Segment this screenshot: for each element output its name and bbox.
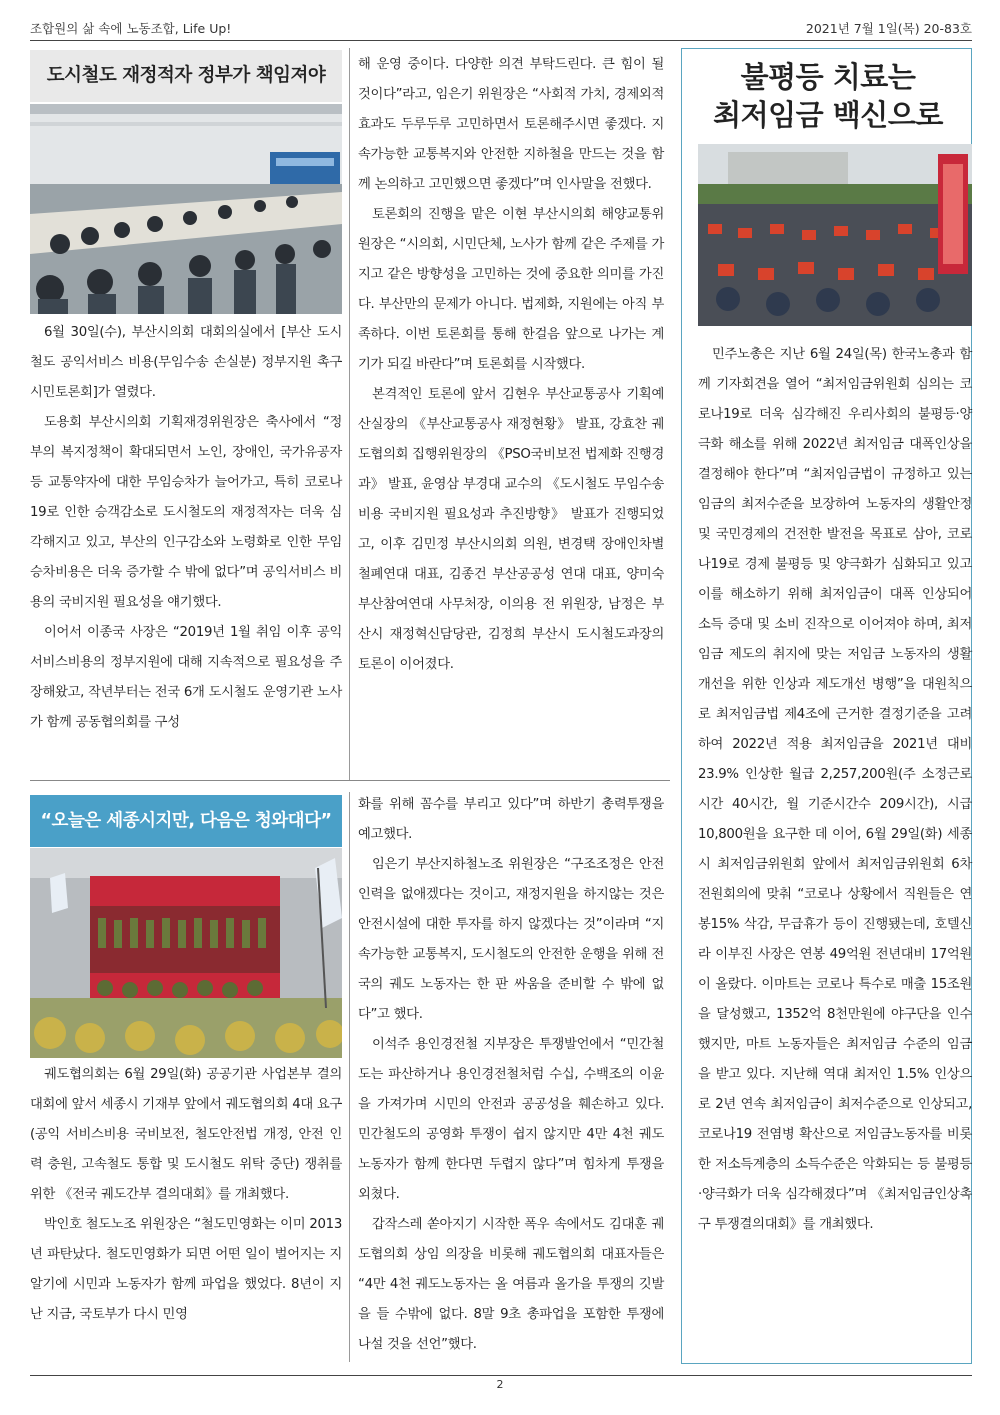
sidebar-photo [698, 144, 972, 326]
article1-col2 [358, 50, 664, 680]
article1-title: 도시철도 재정적자 정부가 책임져야 [30, 50, 342, 102]
header-rule [30, 40, 972, 41]
article1-paragraph: 도용회 부산시의회 기획재경위원장은 축사에서 “정부의 복지정책이 확대되면서 노인, 장애인, 국가유공자 등 교통약자에 대한 무임승차가 늘어가고, 특히 코로나 19로 인한 승객감소로 도시철도의 재정적자는 더욱 심각해지고 있고, 부산의 인구감소와 노령화로 인한 무임승차비용은 더욱 증가할 수 밖에 없다”며 공익서비스 비용의 국비지원 필요성을 얘기했다. [30, 415, 342, 610]
article2-col2 [358, 790, 664, 1360]
article1-paragraph: 이어서 이종국 사장은 “2019년 1월 취임 이후 공익서비스비용의 정부지원에 대해 지속적으로 필요성을 주장해왔고, 작년부터는 전국 6개 도시철도 운영기관 노사가 함께 공동협의회를 구성 [30, 625, 342, 730]
section-divider [30, 780, 670, 781]
article2-title: “오늘은 세종시지만, 다음은 청와대다” [30, 795, 342, 847]
article2-paragraph: 궤도협의회는 6월 29일(화) 공공기관 사업본부 결의대회에 앞서 세종시 기재부 앞에서 궤도협의회 4대 요구(공익 서비스비용 국비보전, 철도안전법 개정, 안전 인력 충원, 고속철도 통합 및 도시철도 위탁 중단) 쟁취를 위한 《전국 궤도간부 결의대회》를 개최했다. [30, 1067, 342, 1202]
sidebar-paragraph: 민주노총은 지난 6월 24일(목) 한국노총과 함께 기자회견을 열어 “최저임금위원회 심의는 코로나19로 더욱 심각해진 우리사회의 불평등·양극화 해소를 위해 2022년 최저임금 대폭인상을 결정해야 한다”며 “최저임금법이 규정하고 있는 임금의 최저수준을 보장하여 노동자의 생활안정 및 국민경제의 건전한 발전을 목표로 삼아, 코로나19로 경제 불평등 및 양극화가 심화되고 있고 이를 해소하기 위해 최저임금이 대폭 인상되어 소득 증대 및 소비 진작으로 이어져야 하며, 최저임금 제도의 취지에 맞는 저임금 노동자의 생활개선을 위한 인상과 제도개선 병행”을 대원칙으로 최저임금법 제4조에 근거한 결정기준을 고려하여 2022년 적용 최저임금을 2021년 대비 23.9% 인상한 월급 2,257,200원(주 소정근로시간 40시간, 월 기준시간수 209시간), 시급 10,800원을 요구한 데 이어, 6월 29일(화) 세종시 최저임금위원회 앞에서 최저임금위원회 6차 전원회의에 맞춰 “코로나 상황에서 직원들은 연봉15% 삭감, 무급휴가 등이 진행됐는데, 호텔신라 이부진 사장은 연봉 49억원 전년대비 17억원이 올랐다. 이마트는 코로나 특수로 매출 15조원을 달성했고, 1352억 8천만원에 야구단을 인수했지만, 마트 노동자들은 최저임금 수준의 임금을 받고 있다. 지난해 역대 최저인 1.5% 인상으로 2년 연속 최저임금이 최저수준으로 인상되고, 코로나19 전염병 확산으로 저임금노동자를 비롯한 저소득계층의 소득수준은 악화되는 등 불평등·양극화가 더욱 심각해졌다”며 《최저임금인상촉구 투쟁결의대회》를 개최했다. [698, 347, 972, 1232]
article2-col1 [30, 1060, 342, 1330]
page-header [30, 0, 972, 40]
column-divider [349, 792, 350, 1362]
article1-paragraph: 해 운영 중이다. 다양한 의견 부탁드린다. 큰 힘이 될 것이다”라고, 임은기 위원장은 “사회적 가치, 경제외적 효과도 두루두루 고민하면서 토론해주시면 좋겠다. 지속가능한 교통복지와 안전한 지하철을 만드는 것을 함께 논의하고 고민했으면 좋겠다”며 인사말을 전했다. [358, 57, 664, 192]
article1-paragraph: 본격적인 토론에 앞서 김현우 부산교통공사 기획예산실장의 《부산교통공사 재정현황》 발표, 강효찬 궤도협의회 집행위원장의 《PSO국비보전 법제화 진행경과》 발표, 윤영삼 부경대 교수의 《도시철도 무임수송비용 국비지원 필요성과 추진방향》 발표가 진행되었고, 이후 김민정 부산시의회 의원, 변경택 장애인차별철폐연대 대표, 김종건 부산공공성 연대 대표, 양미숙 부산참여연대 사무처장, 이의용 전 위원장, 남정은 부산시 재정혁신담당관, 김정희 부산시 도시철도과장의 토론이 이어졌다. [358, 387, 664, 672]
article1-paragraph: 토론회의 진행을 맡은 이현 부산시의회 해양교통위원장은 “시의회, 시민단체, 노사가 함께 같은 주제를 가지고 같은 방향성을 고민하는 것에 중요한 의미를 가진다. 부산만의 문제가 아니다. 법제화, 지원에는 아직 부족하다. 이번 토론회를 통해 한걸음 앞으로 나가는 계기가 되길 바란다”며 토론회를 시작했다. [358, 207, 664, 372]
article1-paragraph: 6월 30일(수), 부산시의회 대회의실에서 [부산 도시철도 공익서비스 비용(무임수송 손실분) 정부지원 촉구 시민토론회]가 열렸다. [30, 325, 342, 400]
sidebar-title-line1: 불평등 치료는 [740, 60, 916, 94]
sidebar-title [697, 58, 959, 134]
article2-paragraph: 화를 위해 꼼수를 부리고 있다”며 하반기 총력투쟁을 예고했다. [358, 797, 664, 842]
article2-photo [30, 848, 342, 1058]
sidebar-title-line2: 최저임금 백신으로 [713, 98, 943, 132]
header-issue-date: 2021년 7월 1일(목) 20-83호 [805, 21, 972, 36]
article2-paragraph: 박인호 철도노조 위원장은 “철도민영화는 이미 2013년 파탄났다. 철도민영화가 되면 어떤 일이 벌어지는 지 알기에 시민과 노동자가 함께 파업을 했었다. 8년이 지난 지금, 국토부가 다시 민영 [30, 1217, 342, 1322]
header-slogan: 조합원의 삶 속에 노동조합, Life Up! [30, 21, 232, 36]
article1-col1 [30, 318, 342, 738]
footer-rule [30, 1375, 972, 1376]
article2-paragraph: 임은기 부산지하철노조 위원장은 “구조조정은 안전인력을 없애겠다는 것이고, 재정지원을 하지않는 것은 안전시설에 대한 투자를 하지 않겠다는 것”이라며 “지속가능한 교통복지, 도시철도의 안전한 운행을 위해 전국의 궤도 노동자는 한 판 싸움을 준비할 수 밖에 없다”고 했다. [358, 857, 664, 1022]
sidebar-body [698, 340, 972, 1240]
page-number: 2 [496, 1378, 504, 1391]
column-divider [349, 48, 350, 780]
article2-paragraph: 갑작스레 쏟아지기 시작한 폭우 속에서도 김대훈 궤도협의회 상임 의장을 비롯해 궤도협의회 대표자들은 “4만 4천 궤도노동자는 올 여름과 올가을 투쟁의 깃발을 들 수밖에 없다. 8말 9초 총파업을 포함한 투쟁에 나설 것을 선언”했다. [358, 1217, 664, 1352]
article1-photo [30, 104, 342, 314]
article2-paragraph: 이석주 용인경전철 지부장은 투쟁발언에서 “민간철도는 파산하거나 용인경전철처럼 수십, 수백조의 이윤을 가져가며 시민의 안전과 공공성을 훼손하고 있다. 민간철도의 공영화 투쟁이 쉽지 않지만 4만 4천 궤도노동자가 함께 한다면 두렵지 않다”며 힘차게 투쟁을 외쳤다. [358, 1037, 664, 1202]
